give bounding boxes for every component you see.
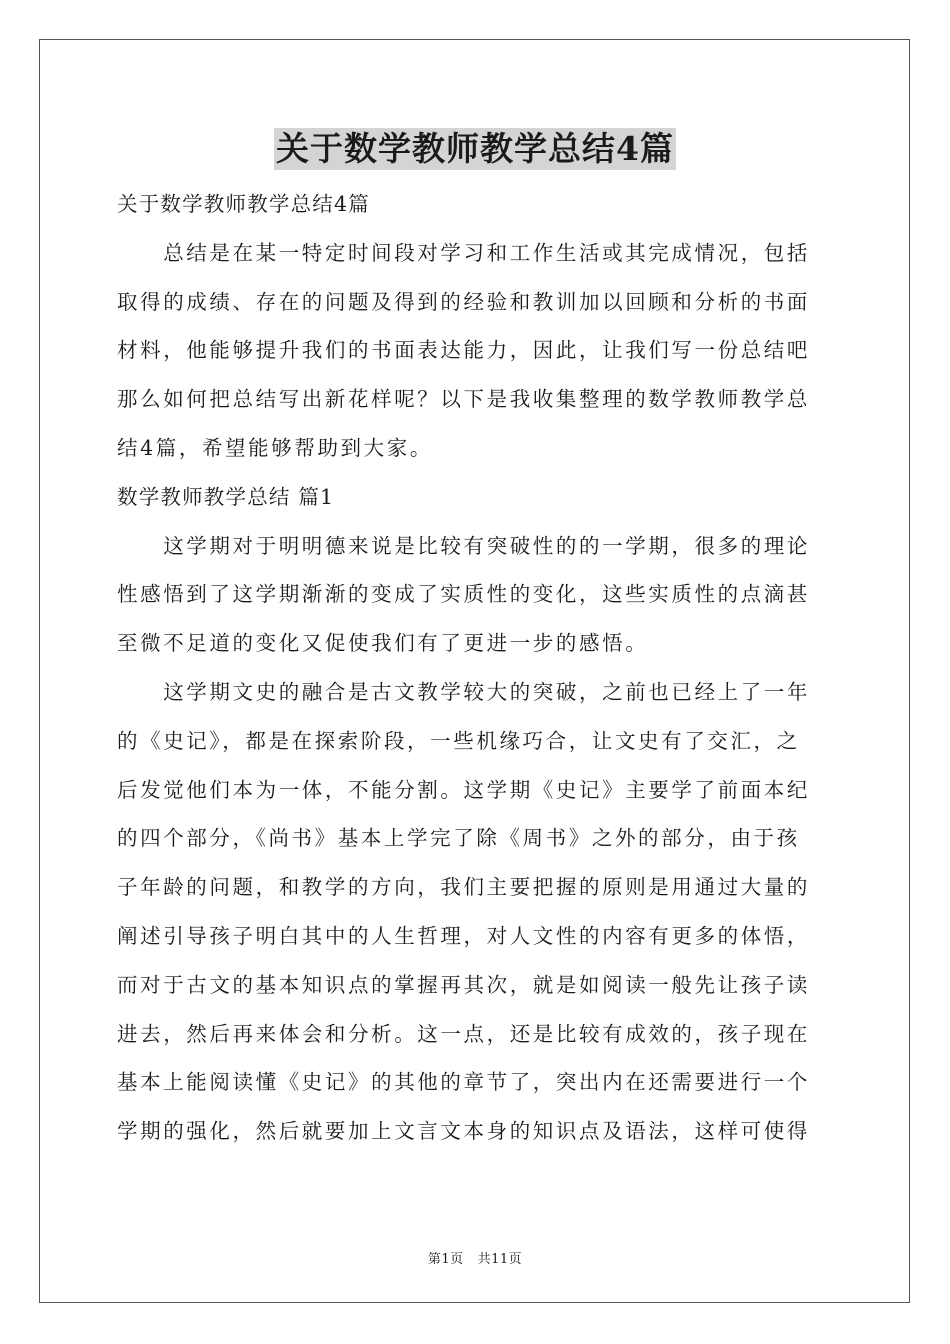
intro-paragraph bbox=[117, 229, 833, 473]
paragraph-line: 这学期对于明明德来说是比较有突破性的的一学期，很多的理论 bbox=[117, 533, 810, 558]
paragraph-line: 阐述引导孩子明白其中的人生哲理，对人文性的内容有更多的体悟， bbox=[117, 923, 810, 948]
paragraph-line: 这学期文史的融合是古文教学较大的突破，之前也已经上了一年 bbox=[117, 679, 810, 704]
paragraph-line: 子年龄的问题，和教学的方向，我们主要把握的原则是用通过大量的 bbox=[117, 875, 810, 900]
paragraph-line: 而对于古文的基本知识点的掌握再其次，就是如阅读一般先让孩子读 bbox=[117, 972, 810, 997]
intro-line: 取得的成绩、存在的问题及得到的经验和教训加以回顾和分析的书面 bbox=[117, 289, 810, 314]
document-subtitle: 关于数学教师教学总结4篇 bbox=[117, 192, 370, 216]
title-area bbox=[117, 128, 833, 172]
intro-line: 那么如何把总结写出新花样呢？以下是我收集整理的数学教师教学总 bbox=[117, 387, 810, 412]
document-body bbox=[117, 128, 833, 1156]
page-footer bbox=[0, 1248, 950, 1267]
intro-line: 结4篇，希望能够帮助到大家。 bbox=[117, 435, 433, 460]
section-heading: 数学教师教学总结 篇1 bbox=[117, 484, 335, 509]
paragraph-1 bbox=[117, 522, 833, 668]
paragraph-line: 进去，然后再来体会和分析。这一点，还是比较有成效的，孩子现在 bbox=[117, 1021, 810, 1046]
paragraph-line: 性感悟到了这学期渐渐的变成了实质性的变化，这些实质性的点滴甚 bbox=[117, 582, 810, 607]
page-number: 第1页 bbox=[427, 1252, 464, 1267]
paragraph-line: 学期的强化，然后就要加上文言文本身的知识点及语法，这样可使得 bbox=[117, 1119, 810, 1144]
intro-line: 总结是在某一特定时间段对学习和工作生活或其完成情况，包括 bbox=[117, 240, 810, 265]
page-total: 共11页 bbox=[477, 1252, 523, 1267]
paragraph-2 bbox=[117, 668, 833, 1156]
paragraph-line: 的四个部分，《尚书》基本上学完了除《周书》之外的部分，由于孩 bbox=[117, 826, 800, 851]
paragraph-line: 后发觉他们本为一体，不能分割。这学期《史记》主要学了前面本纪 bbox=[117, 777, 810, 802]
paragraph-line: 基本上能阅读懂《史记》的其他的章节了，突出内在还需要进行一个 bbox=[117, 1070, 810, 1095]
paragraph-line: 的《史记》，都是在探索阶段，一些机缘巧合，让文史有了交汇，之 bbox=[117, 728, 800, 753]
intro-line: 材料，他能够提升我们的书面表达能力，因此，让我们写一份总结吧 bbox=[117, 338, 810, 363]
paragraph-line: 至微不足道的变化又促使我们有了更进一步的感悟。 bbox=[117, 631, 649, 656]
document-title: 关于数学教师教学总结4篇 bbox=[276, 129, 674, 168]
